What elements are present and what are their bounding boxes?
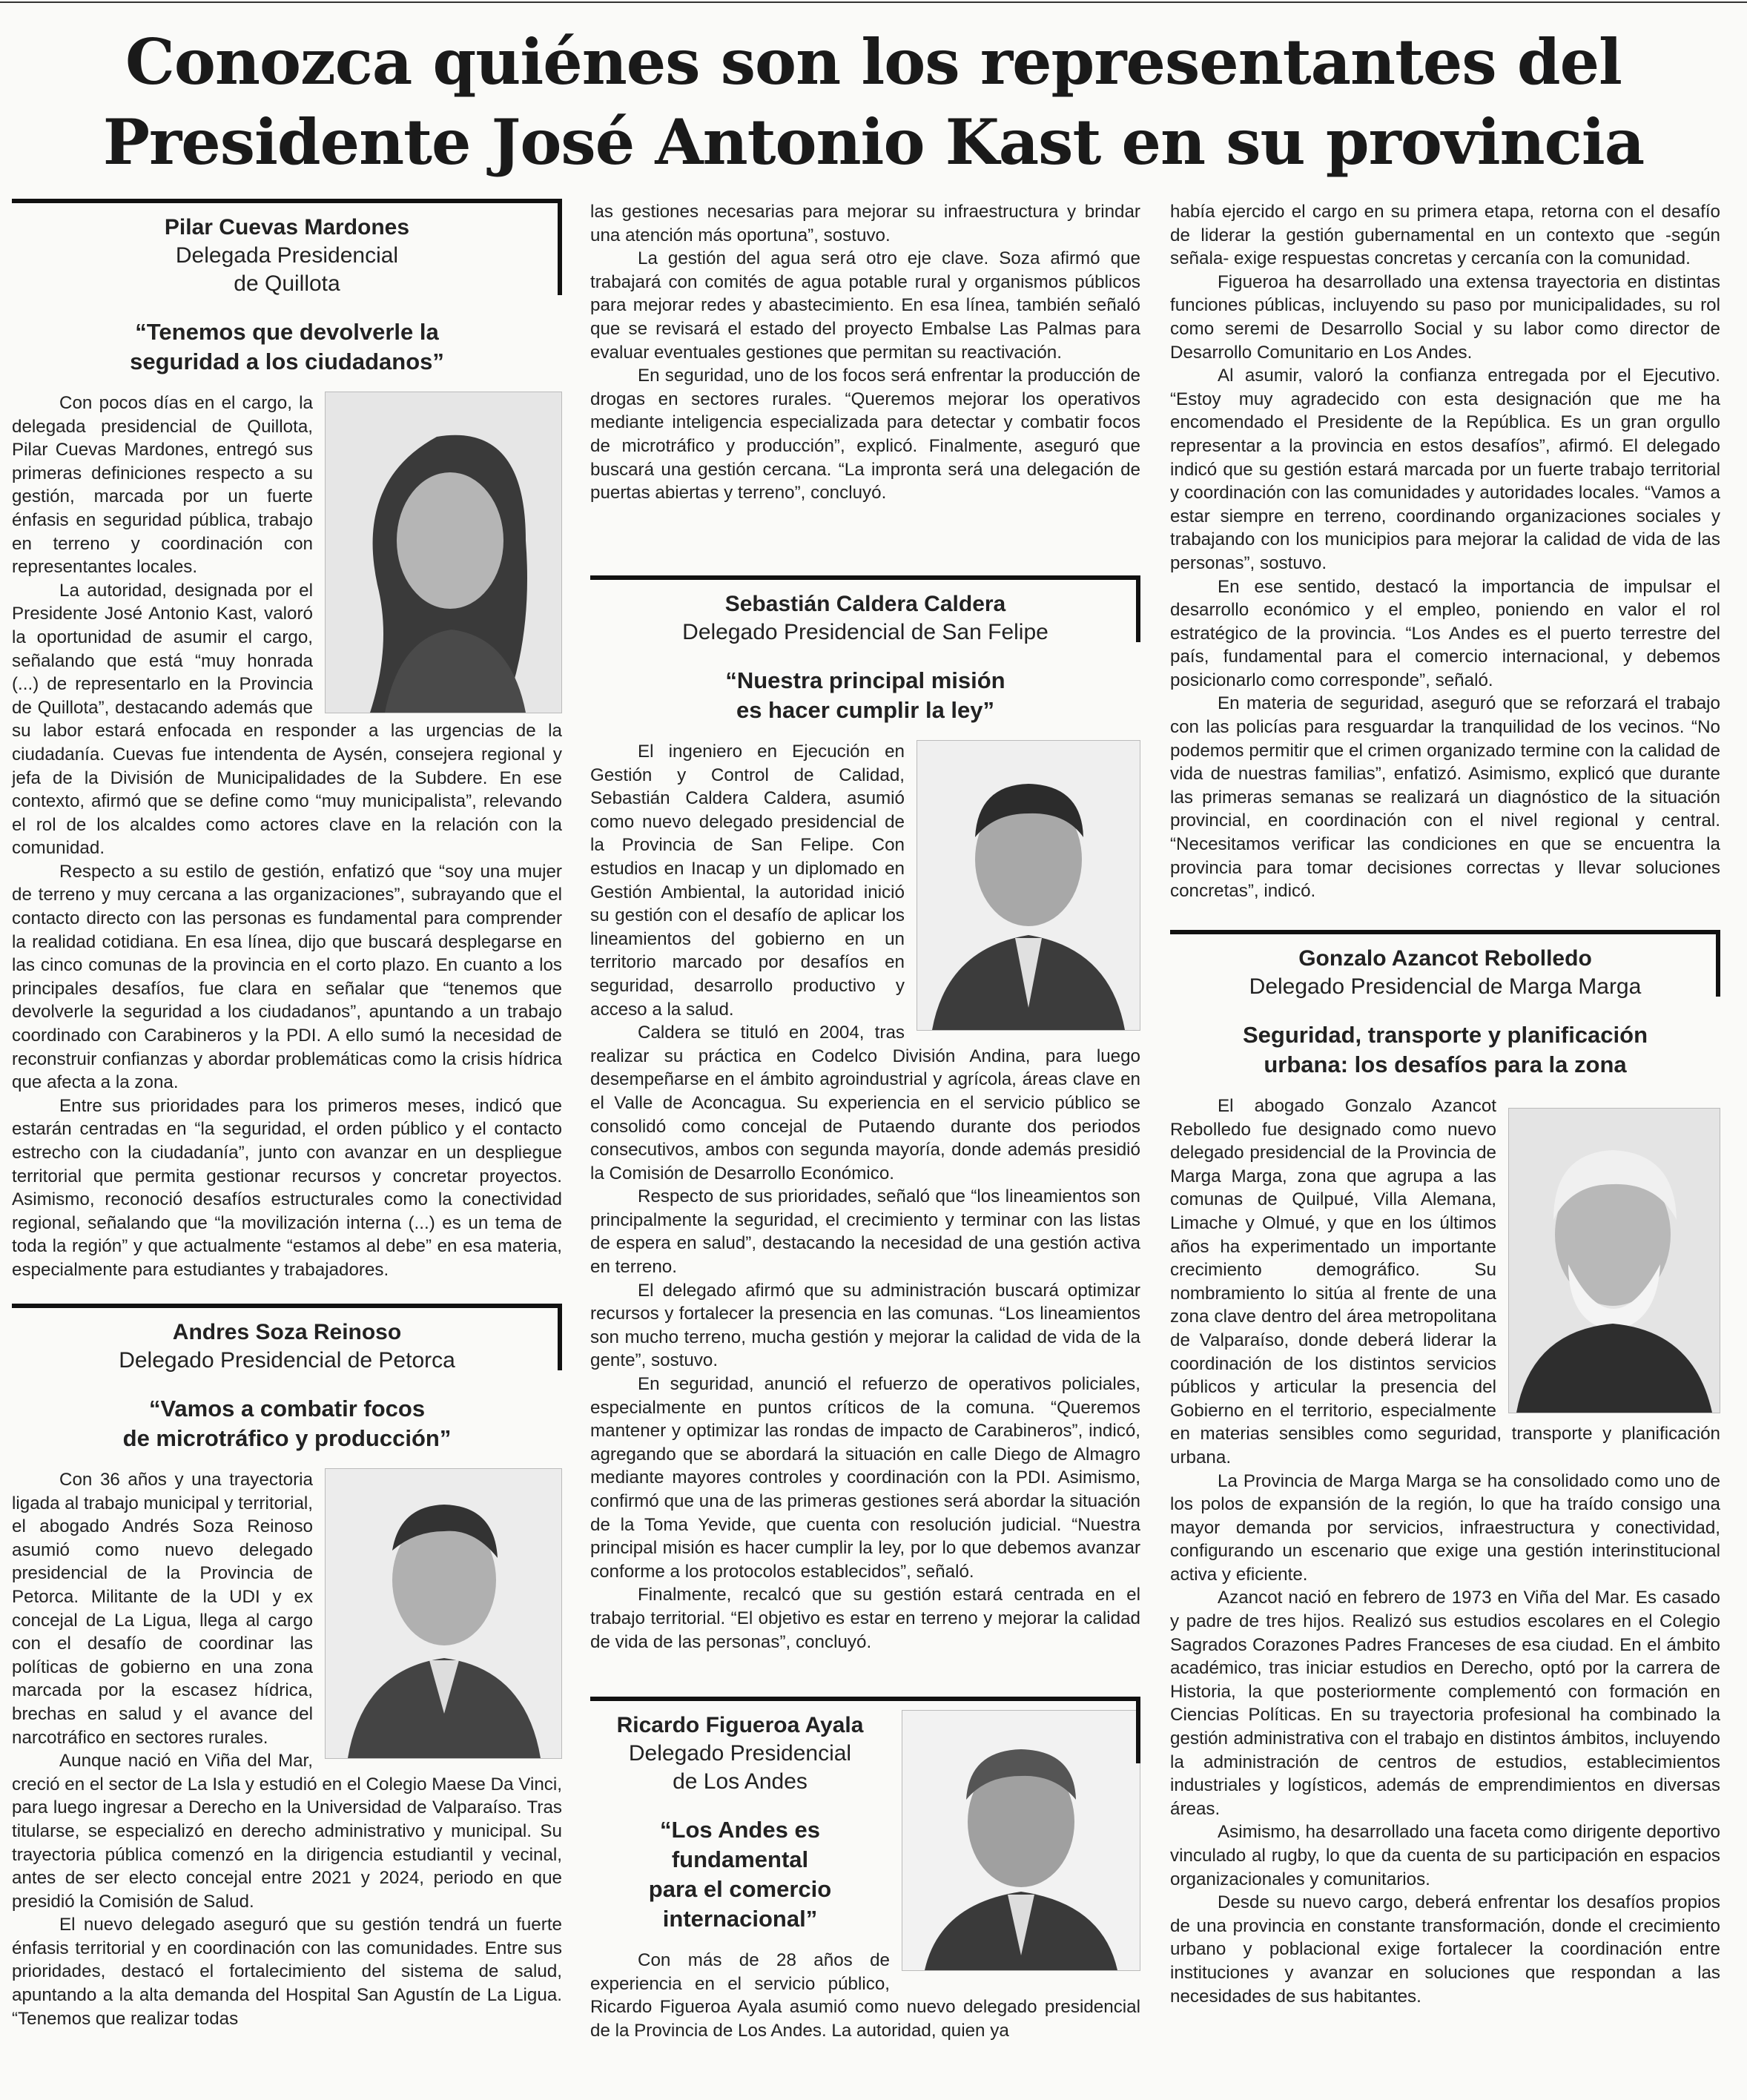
paragraph: La Provincia de Marga Marga se ha consolidado como uno de los polos de expansión de la región, lo que ha traído consigo una mayor demanda por servicios, infraestructura y conectividad, configurando un escenario que exige una gestión interinstitucional activa y eficiente. bbox=[1170, 1470, 1720, 1585]
section-figueroa-continued bbox=[1170, 200, 1720, 903]
paragraph: Asimismo, ha desarrollado una faceta como dirigente deportivo vinculado al rugby, lo que da cuenta de su participación en espacios organizacionales y comunitarios. bbox=[1170, 1822, 1720, 1889]
person-name: Andres Soza Reinoso bbox=[172, 1320, 402, 1344]
person-role: Delegado Presidencial de Petorca bbox=[119, 1348, 455, 1373]
paragraph: Finalmente, recalcó que su gestión estará centrada en el trabajo territorial. “El objetivo es estar en terreno y mejorar la calidad de vida de las personas”, concluyó. bbox=[590, 1585, 1140, 1652]
pull-quote bbox=[1170, 1020, 1720, 1080]
photo-gonzalo-azancot bbox=[1508, 1108, 1720, 1413]
top-rule bbox=[0, 1, 1747, 3]
section-soza bbox=[12, 1304, 562, 2030]
article-body bbox=[1170, 1094, 1720, 2008]
pull-quote bbox=[27, 317, 547, 377]
paragraph: En seguridad, uno de los focos será enfrentar la producción de drogas en sectores rurales. “Queremos mejorar los operativos mediante inteligencia especializada para detectar y combatir focos de microtráfico y producción”, explicó. Finalmente, aseguró que buscará una gestión cercana. “La impronta será una delegación de puertas abiertas y terreno”, concluyó. bbox=[590, 366, 1140, 503]
paragraph: En materia de seguridad, aseguró que se reforzará el trabajo con las policías para resguardar la tranquilidad de los vecinos. “No podemos permitir que el crimen organizado termine con la calidad de vida de nuestras familias”, enfatizó. Asimismo, explicó que durante las primeras semanas se realizará un diagnóstico de la situación provincial, en coordinación con el nivel regional y central. “Necesitamos verificar las condiciones en que se encuentra la provincia para tomar decisiones correctas y llevar soluciones concretas”, indicó. bbox=[1170, 693, 1720, 902]
paragraph: Entre sus prioridades para los primeros meses, indicó que estarán centradas en “la seguridad, el orden público y el contacto estrecho con la ciudadanía”, junto con avanzar en un despliegue territorial que permita gestionar recursos y concretar proyectos. Asimismo, reconoció desafíos estructurales como la conectividad regional, señalando que “la movilización interna (...) es un tema de toda la región” y que actualmente “estamos al debe” en esa materia, especialmente para estudiantes y trabajadores. bbox=[12, 1095, 562, 1280]
person-name: Gonzalo Azancot Rebolledo bbox=[1298, 946, 1592, 971]
article-body bbox=[590, 200, 1140, 505]
paragraph: El delegado afirmó que su administración buscará optimizar recursos y fortalecer la presencia en las comunas. “Los lineamientos son mucho terreno, mucha gestión y mejorar la calidad de vida de la gente”, sostuvo. bbox=[590, 1280, 1140, 1371]
paragraph: La gestión del agua será otro eje clave. Soza afirmó que trabajará con comités de agua potable rural y organismos públicos para mejorar redes y abastecimiento. En esa línea, también señaló que se revisará el estado del proyecto Embalse Las Palmas para evaluar eventuales gestiones que permitan su reactivación. bbox=[590, 248, 1140, 363]
person-role: Delegada Presidencial bbox=[175, 243, 399, 268]
section-rule bbox=[1170, 930, 1720, 934]
pull-quote-line-2: para el comercio bbox=[648, 1876, 832, 1902]
paragraph: Respecto de sus prioridades, señaló que “los lineamientos son principalmente la seguridad, el crecimiento y terminar con las listas de espera en salud”, destacando la necesidad de una gestión activa en terreno. bbox=[590, 1186, 1140, 1278]
section-rule bbox=[590, 575, 1140, 580]
headline-line-1: Conozca quiénes son los representantes del bbox=[125, 25, 1622, 99]
paragraph: En ese sentido, destacó la importancia de impulsar el desarrollo económico y el empleo, poniendo en valor el rol estratégico de la provincia. “Los Andes es el puerto terrestre del país, fundamental para el comercio internacional, y debemos posicionarlo como corresponde”, señaló. bbox=[1170, 576, 1720, 690]
section-rule bbox=[12, 199, 562, 203]
pull-quote-line-1: “Tenemos que devolverle la bbox=[135, 319, 439, 345]
section-cuevas bbox=[12, 199, 562, 1282]
person-role-line-2: de Quillota bbox=[234, 271, 340, 296]
person-name: Sebastián Caldera Caldera bbox=[724, 592, 1006, 616]
photo-andres-soza bbox=[325, 1468, 562, 1759]
pull-quote bbox=[27, 1394, 547, 1453]
paragraph: El ingeniero en Ejecución en Gestión y Control de Calidad, Sebastián Caldera Caldera, asumió como nuevo delegado presidencial de la Provincia de San Felipe. Con estudios en Inacap y un diplomado en Gestión Ambiental, la autoridad inició su gestión con el desafío de aplicar los lineamientos del gobierno en un territorio marcado por desafíos en seguridad, desarrollo productivo y acceso a la salud. bbox=[590, 742, 905, 1020]
person-role: Delegado Presidencial de San Felipe bbox=[682, 620, 1048, 644]
paragraph: El nuevo delegado aseguró que su gestión tendrá un fuerte énfasis territorial y en coordinación con las comunidades. Entre sus prioridades, destacó el fortalecimiento del sistema de salud, apuntando a la alta demanda del Hospital San Agustín de La Ligua. “Tenemos que realizar todas bbox=[12, 1915, 562, 2029]
section-corner-rule bbox=[1716, 930, 1720, 997]
section-azancot bbox=[1170, 930, 1720, 2008]
section-rule bbox=[12, 1304, 562, 1308]
person-role: Delegado Presidencial de Marga Marga bbox=[1249, 974, 1642, 999]
pull-quote-line-2: es hacer cumplir la ley” bbox=[736, 697, 995, 723]
pull-quote-line-1: Seguridad, transporte y planificación bbox=[1242, 1022, 1648, 1048]
person-role-line-2: de Los Andes bbox=[673, 1769, 808, 1794]
section-corner-rule bbox=[1136, 575, 1140, 642]
paragraph: Con pocos días en el cargo, la delegada presidencial de Quillota, Pilar Cuevas Mardones, entregó sus primeras definiciones respecto a su gestión, marcada por un fuerte énfasis en seguridad pública, trabajo en terreno y coordinación con representantes locales. bbox=[12, 393, 313, 578]
person-name: Ricardo Figueroa Ayala bbox=[616, 1713, 864, 1737]
pull-quote-line-2: seguridad a los ciudadanos” bbox=[130, 349, 444, 374]
paragraph: Figueroa ha desarrollado una extensa trayectoria en distintas funciones públicas, incluyendo su paso por municipalidades, su rol como seremi de Desarrollo Social y su labor como director de Desarrollo Comunitario en Los Andes. bbox=[1170, 271, 1720, 363]
paragraph: La autoridad, designada por el Presidente José Antonio Kast, valoró la oportunidad de asumir el cargo, señalando que está “muy honrada (...) de representarlo en la Provincia de Quillota”, destacando además que su labor estará enfocada en responder a las urgencias de la ciudadanía. Cuevas fue intendenta de Aysén, consejera regional y jefa de la División de Municipalidades de la Subdere. En ese contexto, afirmó que se define como “muy municipalista”, relevando el rol de los alcaldes como actores clave en la relación con la comunidad. bbox=[12, 580, 562, 859]
person-name: Pilar Cuevas Mardones bbox=[164, 215, 410, 240]
article-body bbox=[590, 740, 1140, 1654]
paragraph: Aunque nació en Viña del Mar, creció en el sector de La Isla y estudió en el Colegio Maese Da Vinci, para luego ingresar a Derecho en la Universidad de Valparaíso. Tras titularse, se especializó en derecho administrativo y municipal. Su trayectoria pública comenzó en la dirigencia estudiantil y vecinal, antes de ser electo concejal entre 2021 y 2024, periodo en que presidió la Comisión de Salud. bbox=[12, 1751, 562, 1912]
paragraph: Desde su nuevo cargo, deberá enfrentar los desafíos propios de una provincia en constante transformación, donde el crecimiento urbano y poblacional exige fortalecer la coordinación entre instituciones y avanzar en soluciones que respondan a las necesidades de sus habitantes. bbox=[1170, 1892, 1720, 2007]
article-body bbox=[12, 392, 562, 1282]
pull-quote bbox=[605, 666, 1126, 725]
paragraph: había ejercido el cargo en su primera etapa, retorna con el desafío de liderar la gestión gubernamental en un contexto que -según señala- exige respuestas concretas y cercanía con la comunidad. bbox=[1170, 202, 1720, 269]
headline-line-2: Presidente José Antonio Kast en su provincia bbox=[102, 105, 1645, 179]
headline bbox=[0, 22, 1747, 182]
section-rule bbox=[590, 1697, 1140, 1701]
article-body bbox=[1170, 200, 1720, 903]
paragraph: Respecto a su estilo de gestión, enfatizó que “soy una mujer de terreno y muy cercana a las organizaciones”, subrayando que el contacto directo con las personas es fundamental para comprender la realidad cotidiana. En esa línea, dijo que buscará desplegarse en las cinco comunas de la provincia en el corto plazo. En cuanto a los principales desafíos, fue clara en señalar que “tenemos que devolverle la seguridad a los ciudadanos”, apuntando a un trabajo coordinado con Carabineros y la PDI. A ello sumó la necesidad de reconstruir confianzas y abordar problemáticas como la crisis hídrica que afecta a la zona. bbox=[12, 861, 562, 1093]
section-corner-rule bbox=[558, 1304, 562, 1370]
section-caldera bbox=[590, 575, 1140, 1654]
section-figueroa bbox=[590, 1697, 1140, 2042]
paragraph: Azancot nació en febrero de 1973 en Viña del Mar. Es casado y padre de tres hijos. Realizó sus estudios escolares en el Colegio Sagrados Corazones Padres Franceses de esa ciudad. En el ámbito académico, tras iniciar estudios en Derecho, optó por la carrera de Historia, la que posteriormente complementó con formación en Ciencias Políticas. En su trayectoria profesional ha combinado la gestión administrativa con el trabajo en distintos ámbitos, incluyendo la administración de centros de estudios, establecimientos industriales y logísticos, además de emprendimientos en diversas áreas. bbox=[1170, 1588, 1720, 1819]
paragraph: Al asumir, valoró la confianza entregada por el Ejecutivo. “Estoy muy agradecido con esta designación que me ha encomendado el Presidente de la República. Es un gran orgullo representar a la provincia en estos desafíos”, afirmó. El delegado indicó que su gestión estará marcada por un fuerte trabajo territorial y coordinación con las comunidades y autoridades locales. “Vamos a estar siempre en terreno, coordinando organizaciones sociales y trabajando con los municipios para mejorar la calidad de vida de las personas”, sostuvo. bbox=[1170, 366, 1720, 573]
section-corner-rule bbox=[558, 199, 562, 295]
article-body bbox=[12, 1468, 562, 2030]
pull-quote-line-1: “Nuestra principal misión bbox=[725, 667, 1005, 693]
pull-quote-line-2: de microtráfico y producción” bbox=[122, 1425, 452, 1451]
paragraph: En seguridad, anunció el refuerzo de operativos policiales, especialmente en puntos críticos de la comuna. “Queremos mantener y optimizar las rondas de impacto de Carabineros”, indicó, agregando que se abordará la situación en calle Diego de Almagro mediante mayores controles y coordinación con la PDI. Asimismo, confirmó que una de las primeras gestiones será abordar la situación de la Toma Yevide, que cuenta con resolución judicial. “Nuestra principal misión es hacer cumplir la ley, por lo que debemos avanzar conforme a los protocolos establecidos”, señaló. bbox=[590, 1374, 1140, 1582]
section-soza-continued bbox=[590, 200, 1140, 505]
paragraph: Caldera se tituló en 2004, tras realizar su práctica en Codelco División Andina, para luego desempeñarse en el ámbito agroindustrial y agrícola, áreas clave en el Valle de Aconcagua. Su experiencia en el servicio público se consolidó como concejal de Putaendo durante dos periodos consecutivos, ambos con segunda mayoría, donde además presidió la Comisión de Desarrollo Económico. bbox=[590, 1023, 1140, 1183]
paragraph: las gestiones necesarias para mejorar su infraestructura y brindar una atención más oportuna”, sostuvo. bbox=[590, 202, 1140, 245]
paragraph: Con 36 años y una trayectoria ligada al trabajo municipal y territorial, el abogado Andrés Soza Reinoso asumió como nuevo delegado presidencial de la Provincia de Petorca. Militante de la UDI y ex concejal de La Ligua, llega al cargo con el desafío de coordinar las políticas de gobierno en una zona marcada por la escasez hídrica, brechas en salud y el avance del narcotráfico en sectores rurales. bbox=[12, 1470, 314, 1748]
photo-ricardo-figueroa bbox=[902, 1710, 1140, 1971]
pull-quote-line-2: urbana: los desafíos para la zona bbox=[1264, 1051, 1627, 1077]
paragraph: El abogado Gonzalo Azancot Rebolledo fue designado como nuevo delegado presidencial de la Provincia de Marga Marga, zona que agrupa a las comunas de Quilpué, Villa Alemana, Limache y Olmué, y que en los últimos años ha experimentado un importante crecimiento demográfico. Su nombramiento lo sitúa al frente de una zona clave dentro del área metropolitana de Valparaíso, donde deberá liderar la coordinación de los distintos servicios públicos y articular la presencia del Gobierno en el territorio, especialmente en materias sensibles como seguridad, transporte y planificación urbana. bbox=[1170, 1096, 1720, 1467]
photo-pilar-cuevas bbox=[325, 392, 562, 713]
pull-quote-line-1: “Los Andes es fundamental bbox=[660, 1817, 820, 1872]
pull-quote-line-1: “Vamos a combatir focos bbox=[148, 1396, 426, 1422]
pull-quote-line-3: internacional” bbox=[662, 1906, 818, 1932]
photo-sebastian-caldera bbox=[917, 740, 1140, 1031]
person-role: Delegado Presidencial bbox=[628, 1741, 852, 1766]
paragraph: Con más de 28 años de experiencia en el servicio público, Ricardo Figueroa Ayala asumió como nuevo delegado presidencial de la Provincia de Los Andes. La autoridad, quien ya bbox=[590, 1950, 1140, 2041]
section-corner-rule bbox=[1136, 1697, 1140, 1763]
